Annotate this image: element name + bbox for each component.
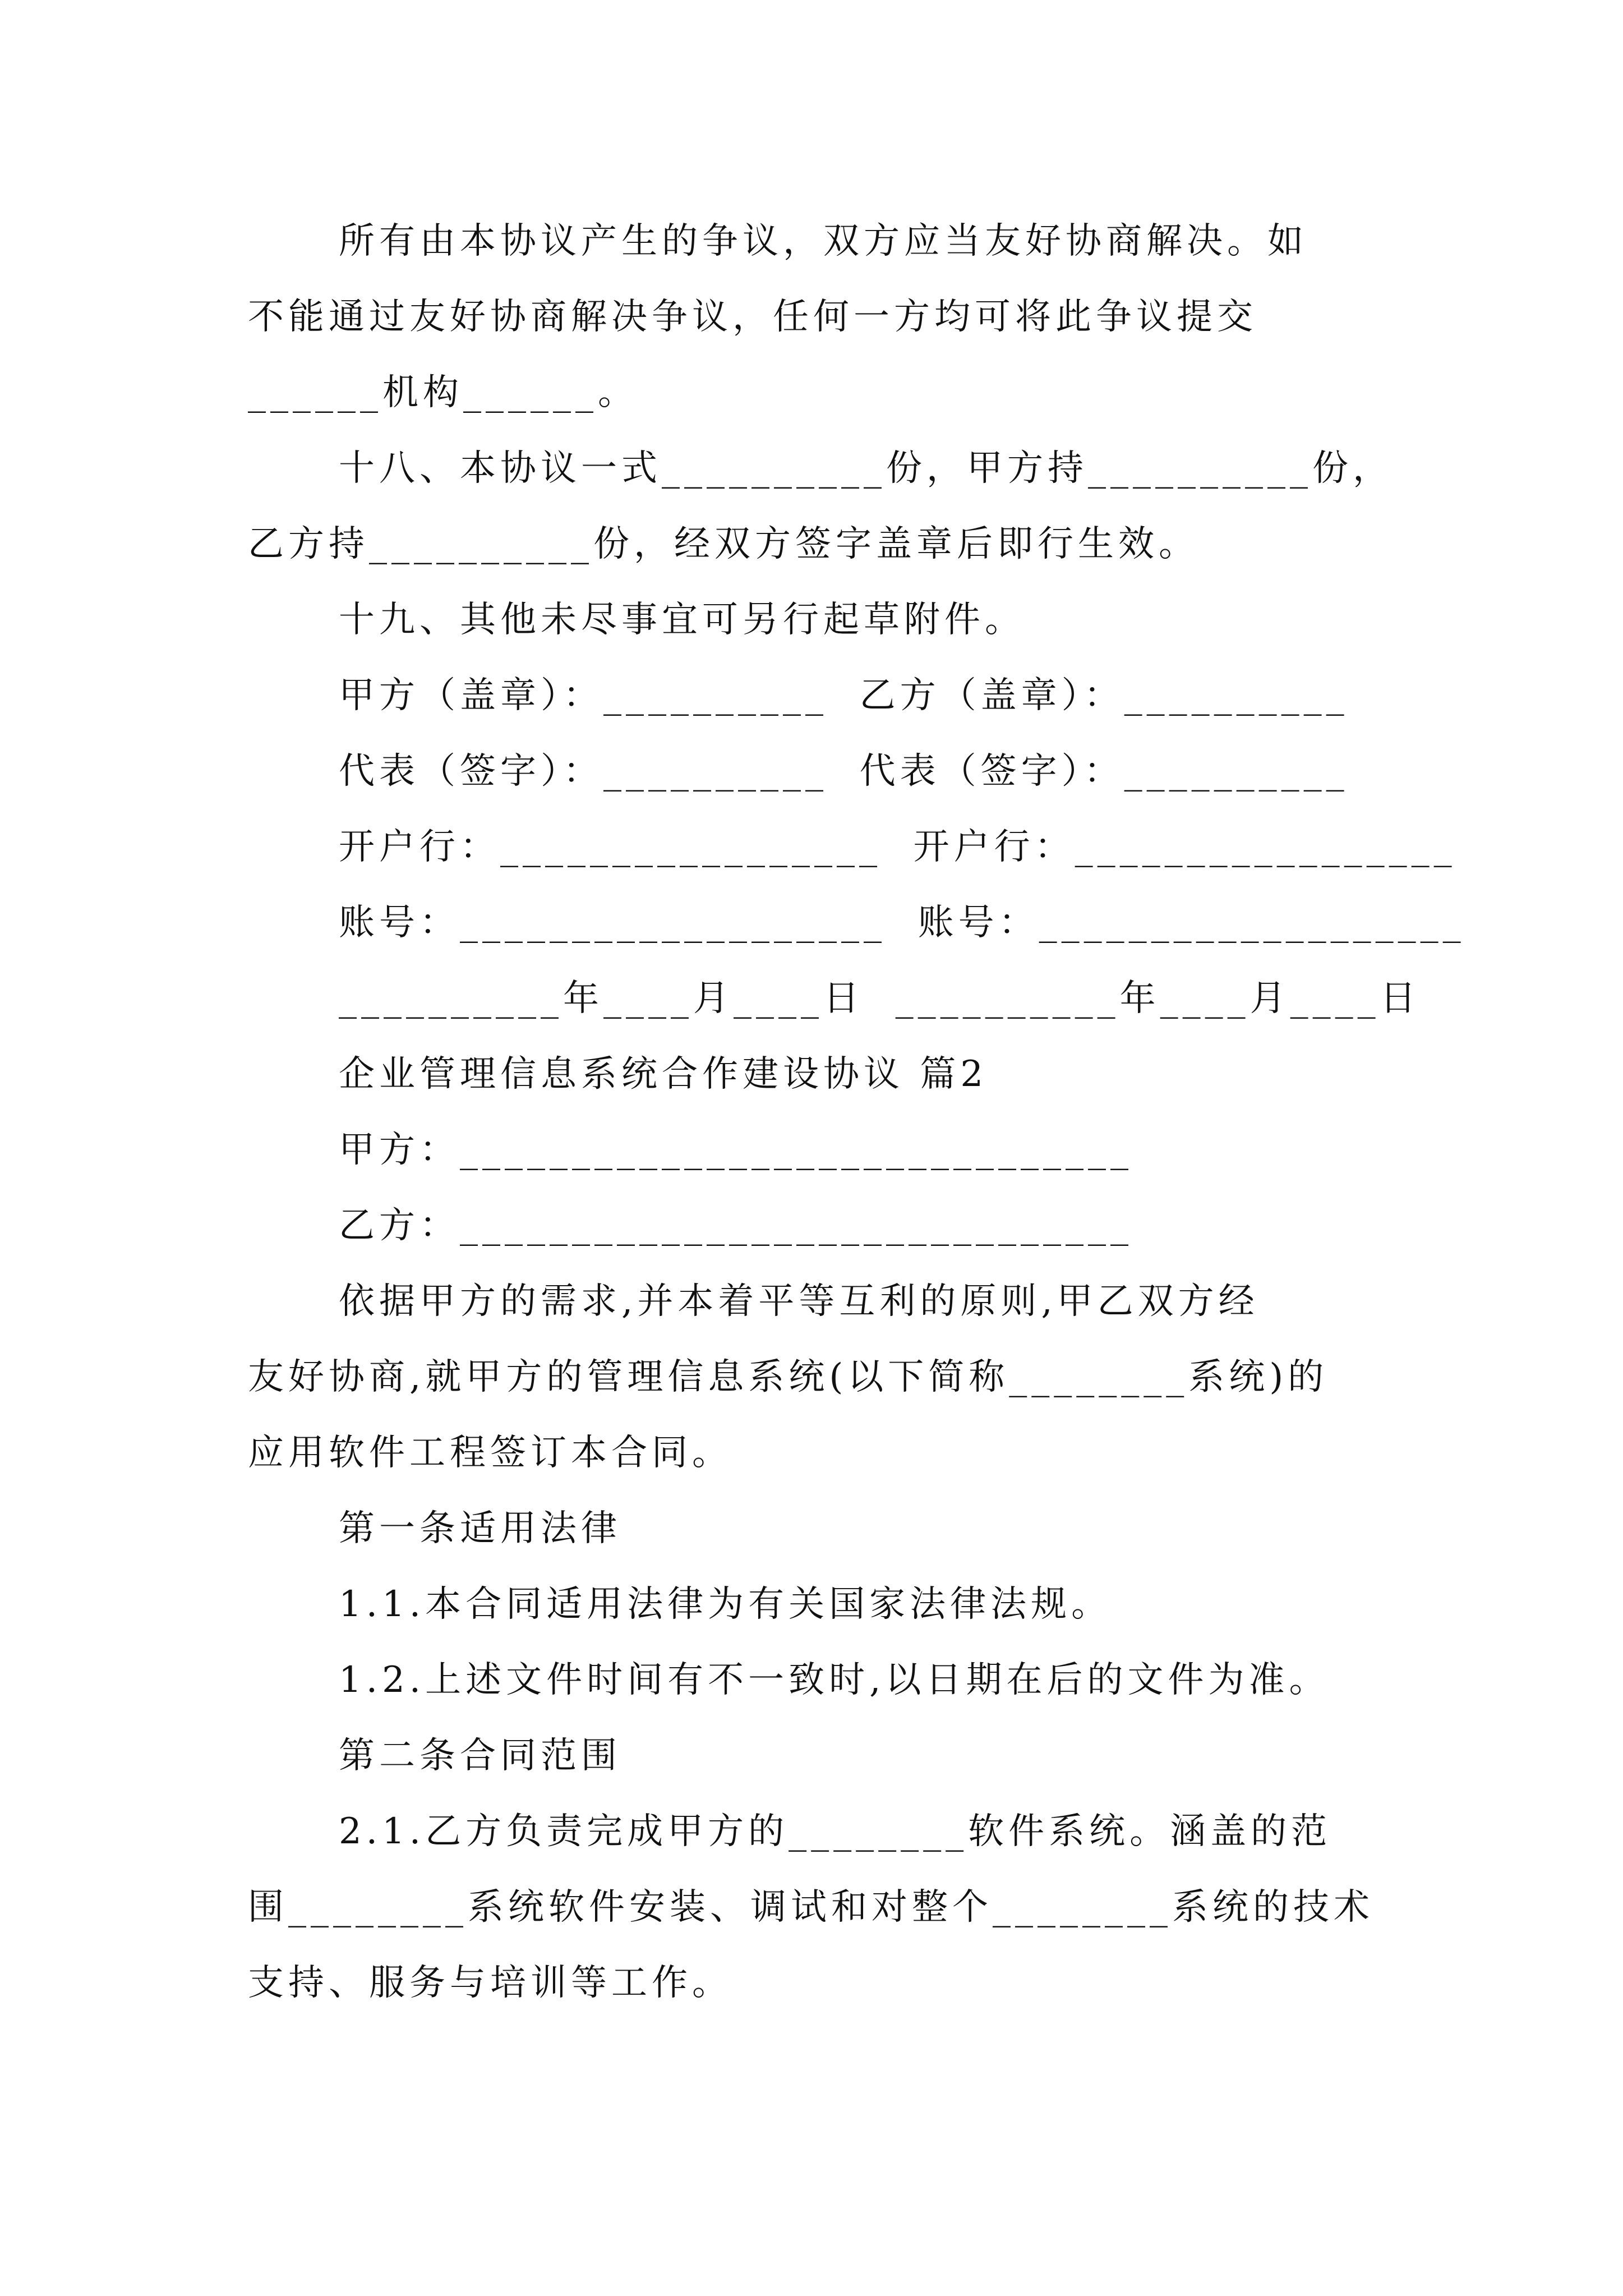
text-line: 不能通过友好协商解决争议，任何一方均可将此争议提交 (248, 296, 1257, 338)
clause-line: 2.1.乙方负责完成甲方的________软件系统。涵盖的范 (339, 1811, 1332, 1852)
clause-line: 1.2.上述文件时间有不一致时,以日期在后的文件为准。 (339, 1659, 1330, 1701)
text-line: 乙方持__________份，经双方签字盖章后即行生效。 (248, 523, 1199, 565)
clause-line: 围________系统软件安装、调试和对整个________系统的技术 (248, 1887, 1374, 1928)
text-line: 依据甲方的需求,并本着平等互利的原则,甲乙双方经 (339, 1281, 1259, 1322)
section-title: 企业管理信息系统合作建设协议 篇2 (339, 1053, 988, 1095)
party-a-line: 甲方：______________________________ (339, 1129, 1133, 1171)
signature-line-date: __________年____月____日 __________年____月____日 (339, 978, 1421, 1019)
clause-line: 支持、服务与培训等工作。 (248, 1962, 732, 2004)
text-line: 十八、本协议一式__________份，甲方持__________份， (339, 448, 1393, 489)
text-line: 友好协商,就甲方的管理信息系统(以下简称________系统)的 (248, 1356, 1329, 1398)
text-line: ______机构______。 (248, 372, 638, 413)
clause-line: 1.1.本合同适用法律为有关国家法律法规。 (339, 1584, 1112, 1625)
signature-line-bank: 开户行：_________________ 开户行：_________________ (339, 826, 1456, 868)
article-heading: 第一条适用法律 (339, 1508, 621, 1549)
text-line: 所有由本协议产生的争议，双方应当友好协商解决。如 (339, 220, 1308, 262)
signature-line-representative: 代表（签字）：__________ 代表（签字）：__________ (339, 751, 1349, 792)
article-heading: 第二条合同范围 (339, 1735, 621, 1777)
signature-line-account: 账号：___________________ 账号：___________________ (339, 902, 1465, 944)
text-line: 十九、其他未尽事宜可另行起草附件。 (339, 599, 1025, 641)
party-b-line: 乙方：______________________________ (339, 1205, 1133, 1246)
signature-line-seal: 甲方（盖章）：__________ 乙方（盖章）：__________ (339, 675, 1349, 716)
text-line: 应用软件工程签订本合同。 (248, 1432, 732, 1474)
